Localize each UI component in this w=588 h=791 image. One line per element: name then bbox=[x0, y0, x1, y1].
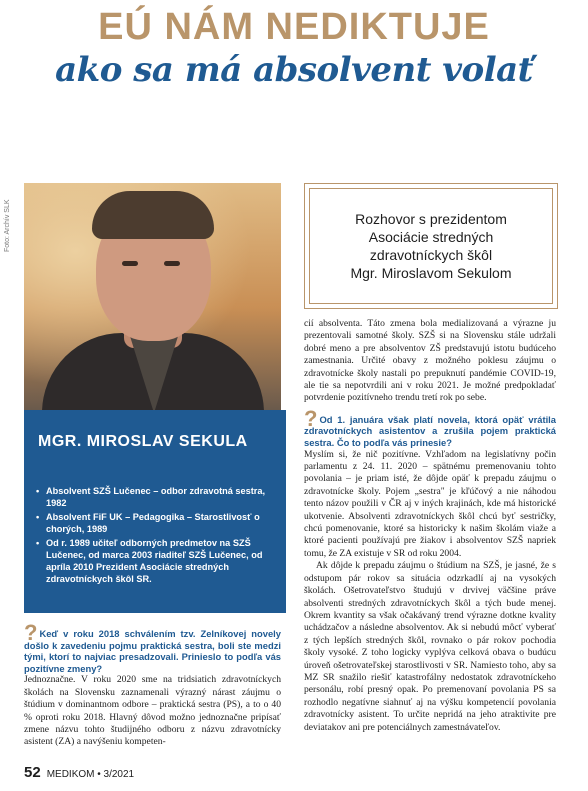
question-mark-icon: ? bbox=[24, 620, 38, 645]
interview-line: Mgr. Miroslavom Sekulom bbox=[350, 265, 512, 281]
bio-item: • Absolvent FiF UK – Pedagogika – Starostlivosť o chorých, 1989 bbox=[36, 511, 276, 535]
page-footer bbox=[24, 764, 134, 781]
answer-text: Ak dôjde k prepadu záujmu o štúdium na SZŠ, je jasné, že s odstupom pár rokov sa situácia odzrkadlí aj na vysokých školách. Ošetrovateľstvo študujú v drvivej väčšine práve absolventi stredných zdravotníckych škôl a tých bude menej. Okrem kvantity sa však očakávaný trend výrazne dotkne kvality uchádzačov a následne absolventov. Ak si nebudú môcť vyberať z tých lepších stredných škôl, rovnako o pár rokov pochodia školy vysoké. Z toho logicky vyplýva celková obava o budúcu úroveň ošetrovateľskej starostlivosti v SR. Namiesto toho, aby sa MZ SR snažilo riešiť katastrofálny nedostatok zdravotníckeho personálu, robí presný opak. Po premenovaní povolania PS sa rozhodlo negatívne siahnuť aj na výšku kompetencií povolania zdravotnícky asistent. To určite nepridá na jeho atraktivite pre deviatakov ani pre potenciálnych zamestnávateľov. bbox=[304, 560, 556, 733]
bio-panel bbox=[24, 433, 286, 613]
question-text: Keď v roku 2018 schválením tzv. Zelníkovej novely došlo k zavedeniu pojmu praktická sestra, boli ste medzi tými, ktorí to najviac presadzovali. Prinieslo to podľa vás pozitívne zmeny? bbox=[24, 628, 281, 674]
answer-text: cií absolventa. Táto zmena bola medializovaná a výrazne ju prezentovali samotné školy. SZŠ si na Slovensku stále udržali dobré meno a pre absolventov ZŠ predstavujú istotu budúceho zamestnania. Určité obavy z možného poklesu záujmu o zdravotnícke školy nastali po prepuknutí pandémie COVID-19, ale tie sa nepotvrdili ani v roku 2021. Je možné predpokladať potvrdenie pozitívneho trendu tretí rok po sebe. bbox=[304, 318, 556, 404]
page-subtitle: ako sa má absolvent volať bbox=[55, 50, 533, 90]
left-column bbox=[24, 620, 281, 749]
answer-text: Jednoznačne. V roku 2020 sme na tridsiatich zdravotníckych školách na Slovensku zaznamenali výrazný nárast záujmu o štúdium v dominantnom odbore – praktická sestra (PS), a to o 40 % oproti roku 2018. Hlavný dôvod možno jednoznačne pripísať zmene názvu tohto študijného odboru z názvu zdravotnícky asistent (ZA) a navýšeniu kompeten- bbox=[24, 674, 281, 748]
page-title: EÚ NÁM NEDIKTUJE bbox=[98, 6, 490, 48]
interview-line: Rozhovor s prezidentom bbox=[355, 211, 507, 227]
answer-text: Myslím si, že nič pozitívne. Vzhľadom na legislatívny počin parlamentu z 24. 11. 2020 – spätnému premenovaniu tohto povolania – je priam isté, že dôjde opäť k prepadu záujmu o zdravotnícke školy. Pojem „sestra" je kľúčový a nie náhodou tento názov použili v ČR aj v iných krajinách, kde má historické ukotvenie. Absolventi zdravotníckych škôl chcú byť sestričky, chcú pomenovanie, ktoré sa historicky k našim školám viaže a ktoré pacienti používajú pre žiakov i absolventov SZŠ napriek tomu, že ZA existuje v SR od roku 2004. bbox=[304, 448, 556, 559]
interview-box bbox=[304, 183, 558, 309]
bio-list bbox=[36, 485, 276, 587]
right-column bbox=[304, 318, 556, 734]
photo-credit: Foto: Archív SLK bbox=[4, 199, 11, 252]
bio-item: • Od r. 1989 učiteľ odborných predmetov na SZŠ Lučenec, od marca 2003 riaditeľ SZŠ Lučenec, od apríla 2010 Prezident Asociácie stredných zdravotníckych škôl SR. bbox=[36, 537, 276, 585]
question-mark-icon: ? bbox=[304, 405, 318, 431]
question-text: Od 1. januára však platí novela, ktorá opäť vrátila zdravotníckych asistentov a zrušila pojem praktická sestra. Čo to podľa vás prinesie? bbox=[304, 413, 556, 449]
bio-name: MGR. MIROSLAV SEKULA bbox=[38, 433, 248, 450]
magazine-issue: MEDIKOM • 3/2021 bbox=[46, 769, 135, 780]
interview-line: Asociácie stredných bbox=[368, 229, 494, 245]
portrait-photo bbox=[24, 183, 281, 410]
page-number: 52 bbox=[24, 764, 41, 781]
interview-line: zdravotníckych škôl bbox=[369, 247, 493, 263]
bio-item: • Absolvent SZŠ Lučenec – odbor zdravotná sestra, 1982 bbox=[36, 485, 276, 509]
